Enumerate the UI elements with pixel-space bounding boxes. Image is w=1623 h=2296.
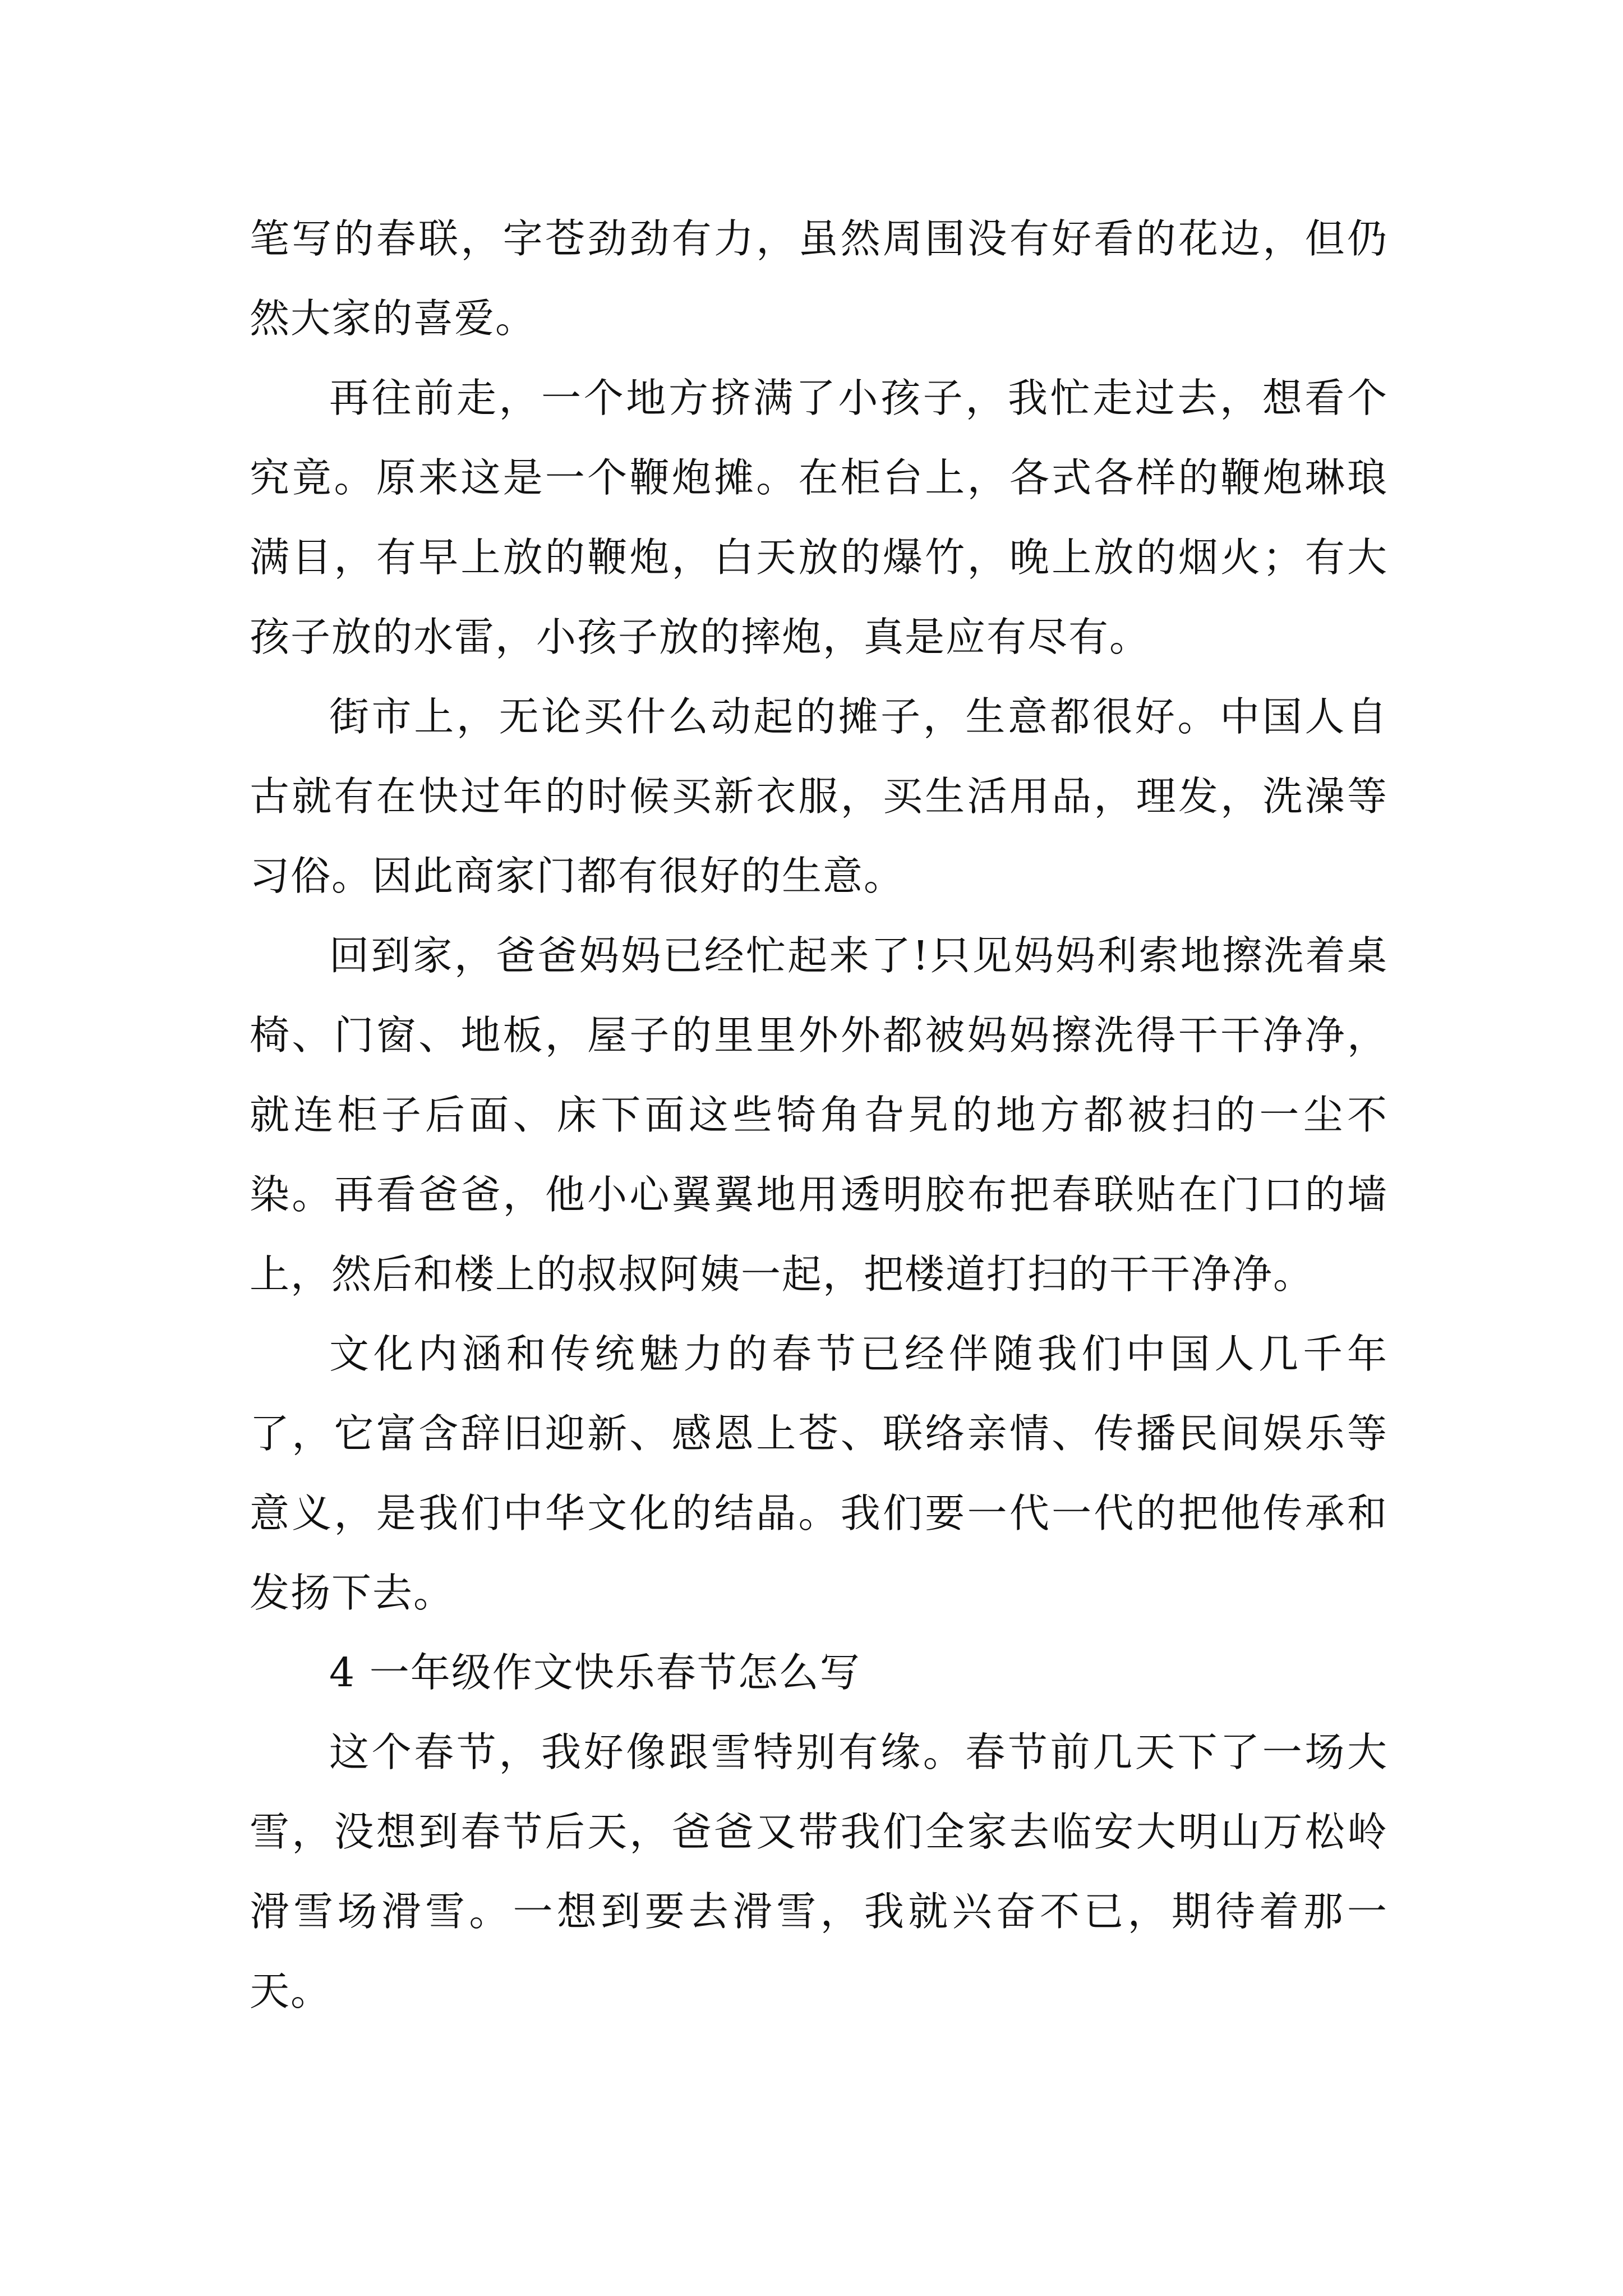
paragraph-1: 笔写的春联，字苍劲劲有力，虽然周围没有好看的花边，但仍然大家的喜爱。 bbox=[250, 215, 1388, 342]
paragraph-4: 回到家，爸爸妈妈已经忙起来了!只见妈妈利索地擦洗着桌椅、门窗、地板，屋子的里里外外都被妈妈擦洗得干干净净，就连柜子后面、床下面这些犄角旮旯的地方都被扫的一尘不染。再看爸爸，他小心翼翼地用透明胶布把春联贴在门口的墙上，然后和楼上的叔叔阿姨一起，把楼道打扫的干干净净。 bbox=[250, 932, 1388, 1297]
paragraph-3: 街市上，无论买什么动起的摊子，生意都很好。中国人自古就有在快过年的时候买新衣服，买生活用品，理发，洗澡等习俗。因此商家门都有很好的生意。 bbox=[250, 693, 1388, 899]
paragraph-2: 再往前走，一个地方挤满了小孩子，我忙走过去，想看个究竟。原来这是一个鞭炮摊。在柜台上，各式各样的鞭炮琳琅满目，有早上放的鞭炮，白天放的爆竹，晚上放的烟火；有大孩子放的水雷，小孩子放的摔炮，真是应有尽有。 bbox=[250, 375, 1388, 660]
body-text bbox=[250, 199, 1388, 2031]
paragraph-5: 文化内涵和传统魅力的春节已经伴随我们中国人几千年了，它富含辞旧迎新、感恩上苍、联络亲情、传播民间娱乐等意义，是我们中华文化的结晶。我们要一代一代的把他传承和发扬下去。 bbox=[250, 1331, 1388, 1616]
section-heading: 4 一年级作文快乐春节怎么写 bbox=[329, 1649, 861, 1696]
paragraph-6: 这个春节，我好像跟雪特别有缘。春节前几天下了一场大雪，没想到春节后天，爸爸又带我们全家去临安大明山万松岭滑雪场滑雪。一想到要去滑雪，我就兴奋不已，期待着那一天。 bbox=[250, 1729, 1388, 2014]
